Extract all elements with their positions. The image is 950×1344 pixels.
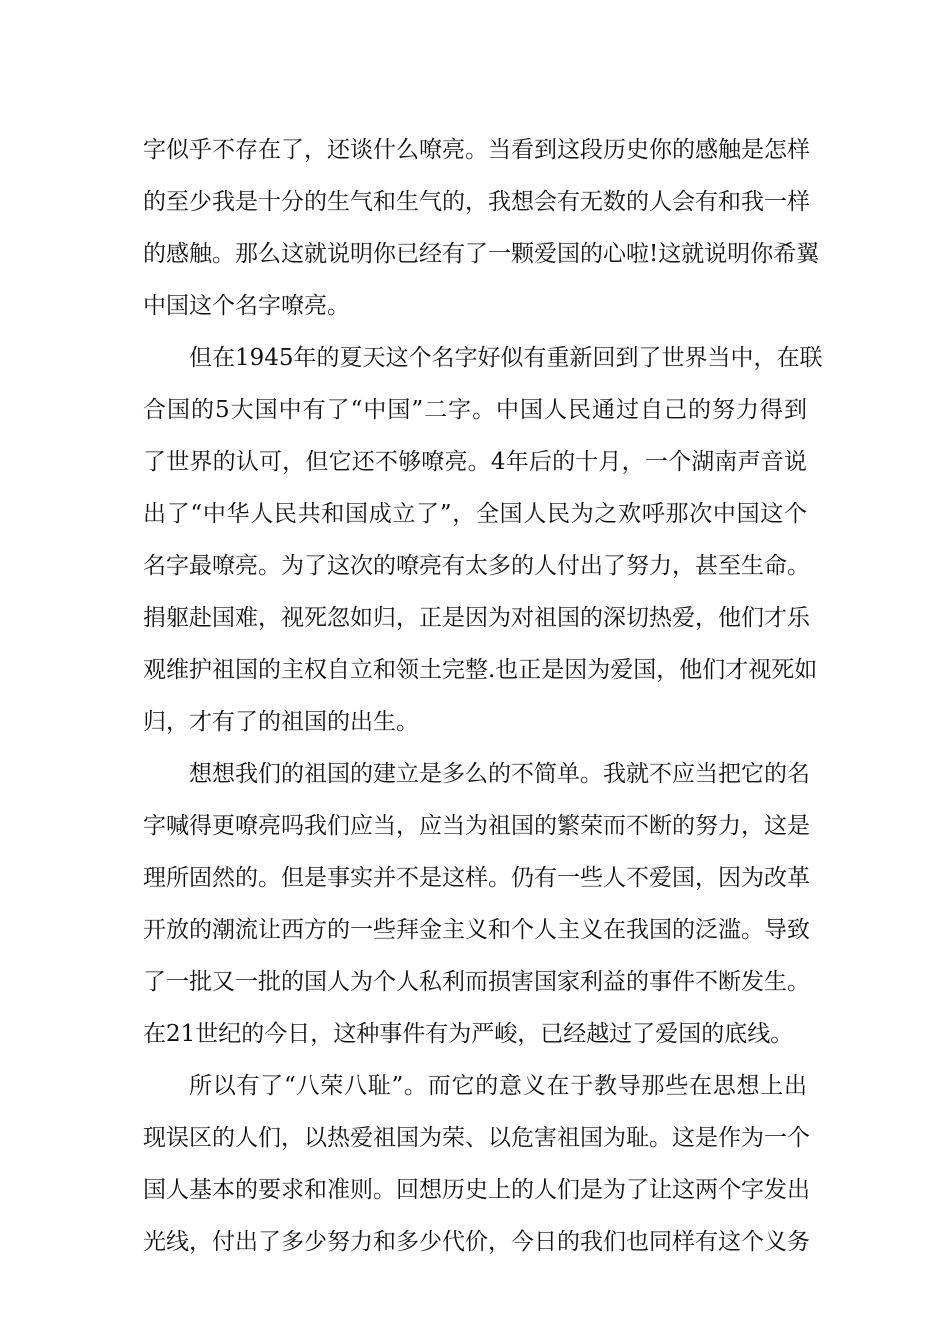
text-line: 所以有了“八荣八耻”。而它的意义在于教导那些在思想上出	[189, 1073, 807, 1099]
text-line: 理所固然的。但是事实并不是这样。仍有一些人不爱国，因为改革	[143, 865, 810, 891]
text-line: 了世界的认可，但它还不够嘹亮。4年后的十月，一个湖南声音说	[143, 449, 807, 475]
text-line: 合国的5大国中有了“中国”二字。中国人民通过自己的努力得到	[143, 397, 807, 423]
paragraph	[143, 748, 810, 1060]
text-line: 中国这个名字嘹亮。	[143, 293, 350, 319]
text-line: 国人基本的要求和准则。回想历史上的人们是为了让这两个字发出	[143, 1177, 810, 1203]
text-line: 出了“中华人民共和国成立了”，全国人民为之欢呼那次中国这个	[143, 501, 807, 527]
paragraph	[143, 124, 820, 332]
document-body	[143, 124, 823, 1268]
text-line: 但在1945年的夏天这个名字好似有重新回到了世界当中，在联	[189, 345, 823, 371]
text-line: 光线，付出了多少努力和多少代价，今日的我们也同样有这个义务	[143, 1229, 810, 1255]
text-line: 的感触。那么这就说明你已经有了一颗爱国的心啦!这就说明你希翼	[143, 241, 820, 267]
text-line: 现误区的人们，以热爱祖国为荣、以危害祖国为耻。这是作为一个	[143, 1125, 810, 1151]
text-line: 想想我们的祖国的建立是多么的不简单。我就不应当把它的名	[189, 761, 810, 787]
text-line: 观维护祖国的主权自立和领土完整.也正是因为爱国，他们才视死如	[143, 657, 818, 683]
paragraph	[143, 1060, 810, 1268]
text-line: 开放的潮流让西方的一些拜金主义和个人主义在我国的泛滥。导致	[143, 917, 810, 943]
text-line: 在21世纪的今日，这种事件有为严峻，已经越过了爱国的底线。	[143, 1021, 794, 1047]
text-line: 字喊得更嘹亮吗我们应当，应当为祖国的繁荣而不断的努力，这是	[143, 813, 810, 839]
text-line: 名字最嘹亮。为了这次的嘹亮有太多的人付出了努力，甚至生命。	[143, 553, 810, 579]
text-line: 捐躯赴国难，视死忽如归，正是因为对祖国的深切热爱，他们才乐	[143, 605, 810, 631]
text-line: 了一批又一批的国人为个人私利而损害国家利益的事件不断发生。	[143, 969, 810, 995]
text-line: 归，才有了的祖国的出生。	[143, 709, 419, 735]
text-line: 字似乎不存在了，还谈什么嘹亮。当看到这段历史你的感触是怎样	[143, 137, 810, 163]
text-line: 的至少我是十分的生气和生气的，我想会有无数的人会有和我一样	[143, 189, 810, 215]
paragraph	[143, 332, 823, 748]
